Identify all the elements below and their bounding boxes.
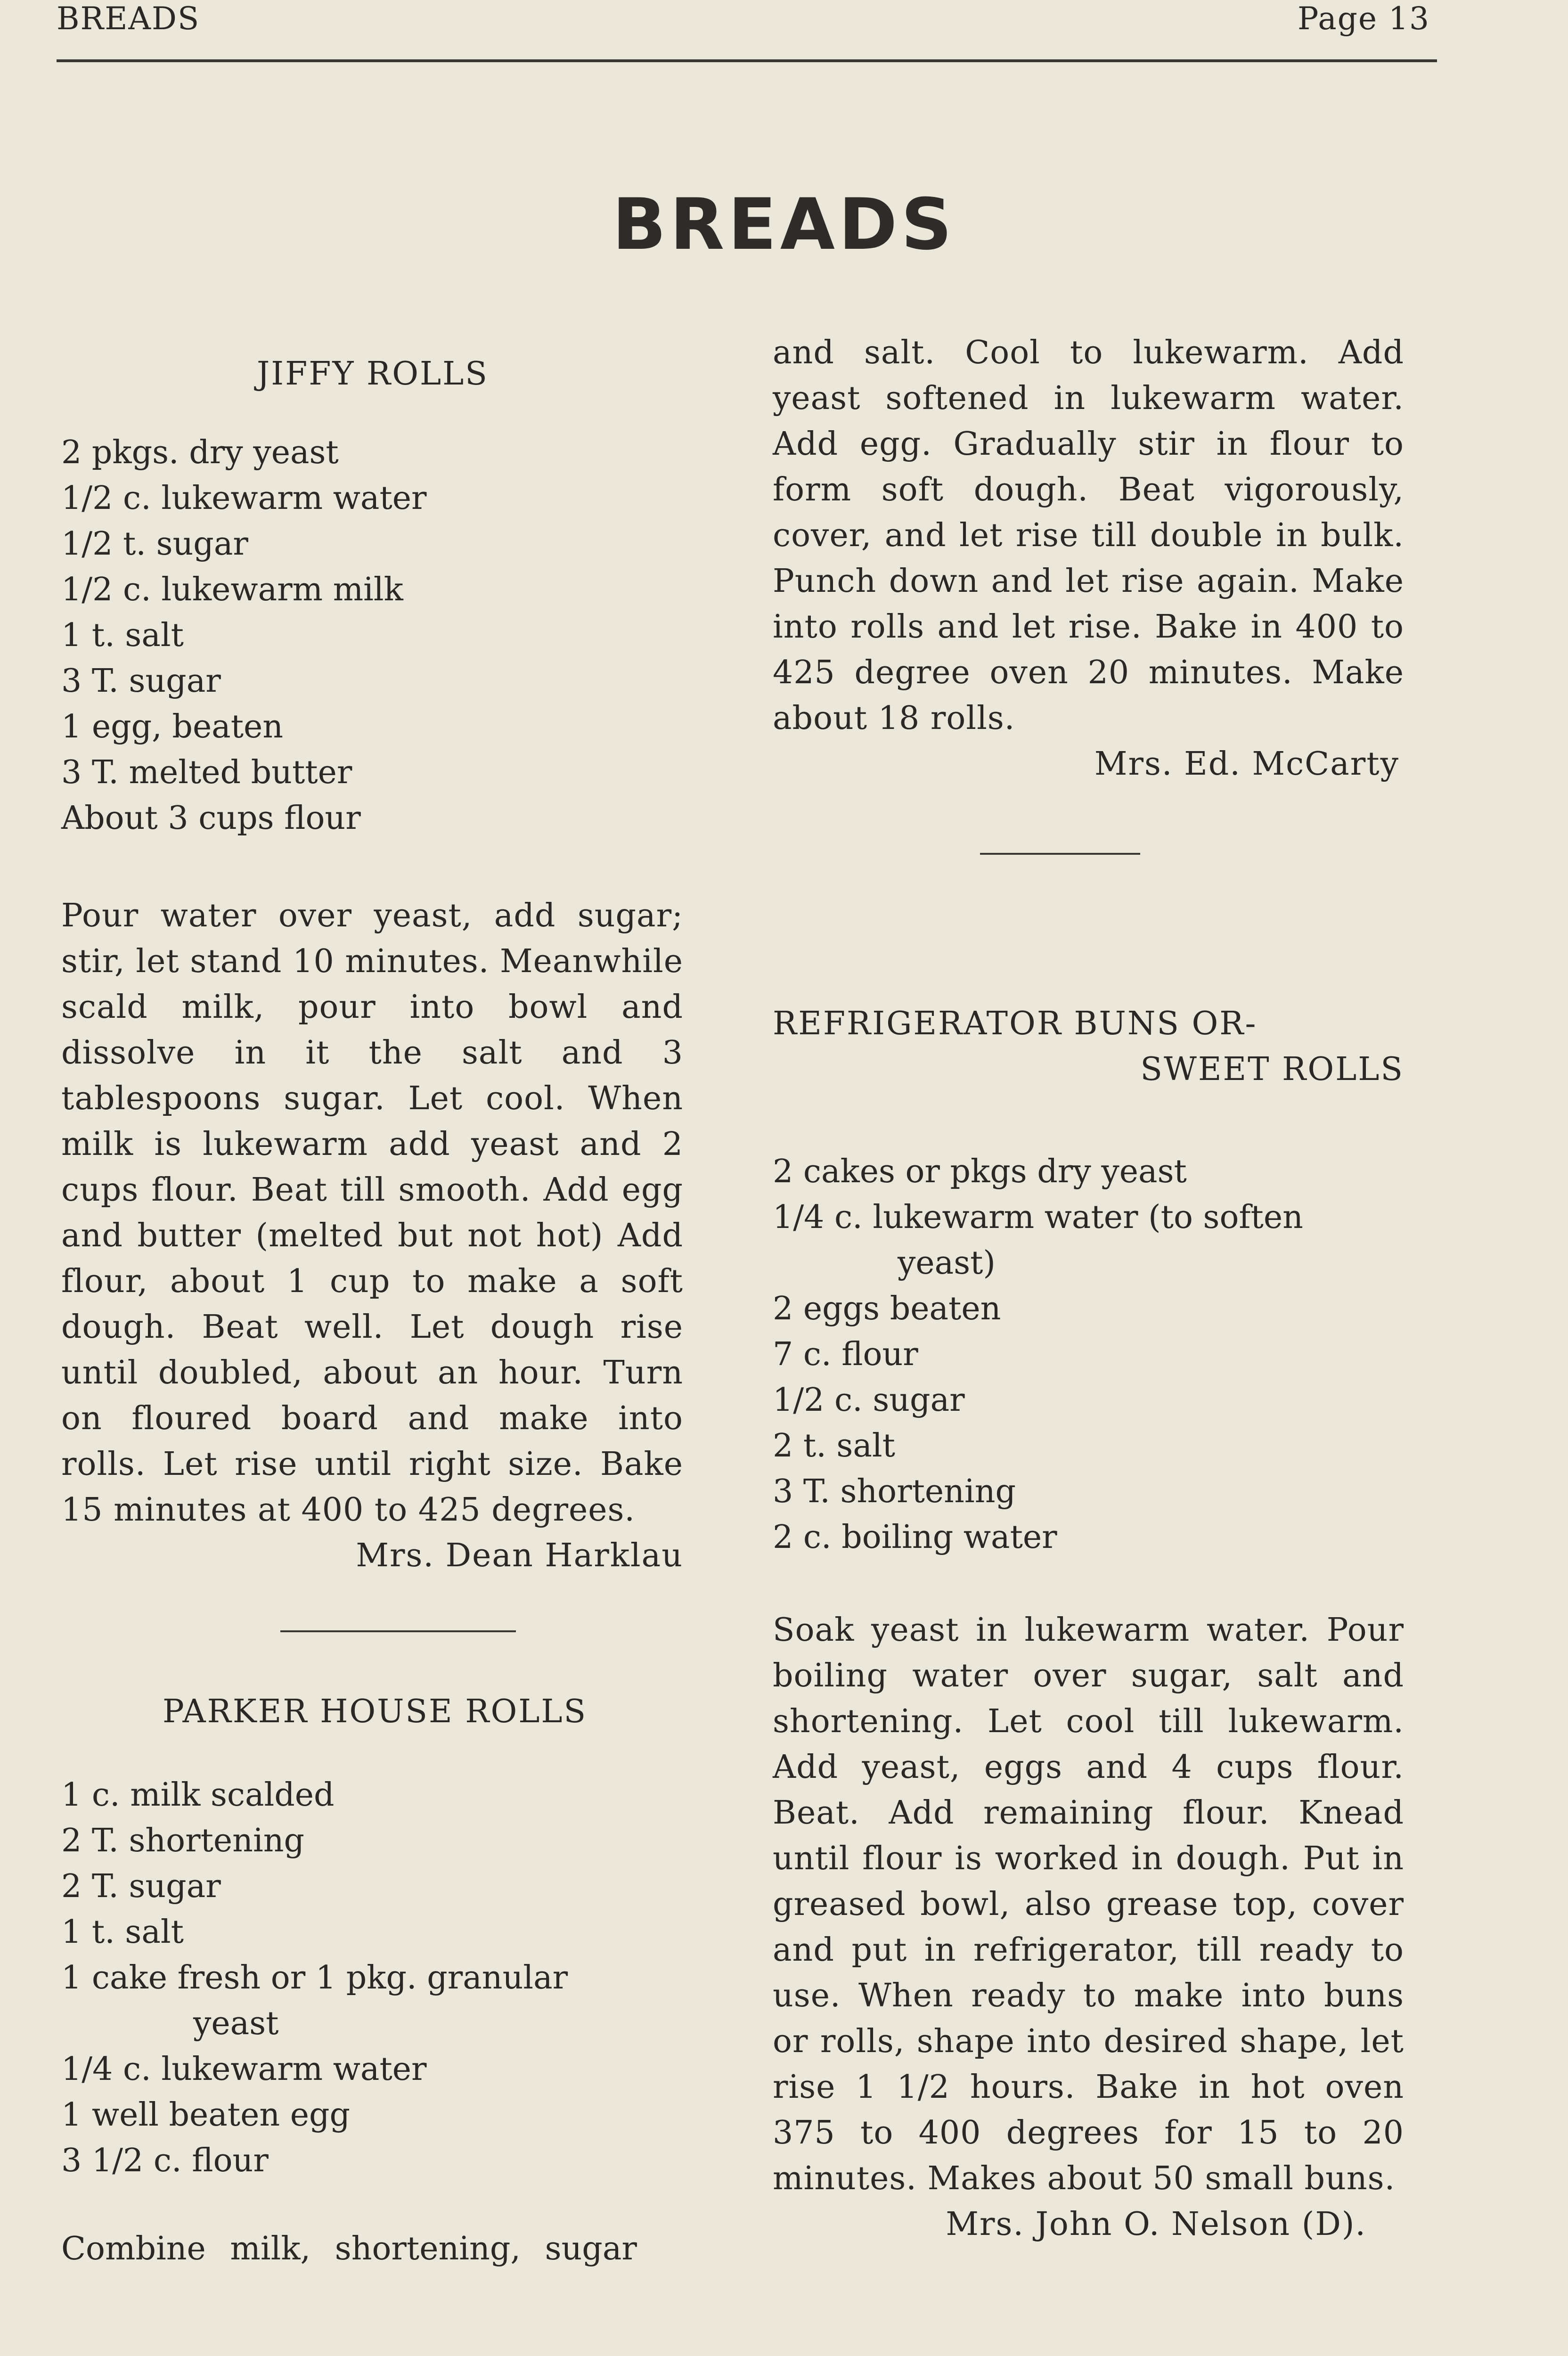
page-number: Page 13 — [1297, 0, 1430, 37]
ingredient-line: 2 T. sugar — [61, 1868, 221, 1905]
parker-house-rolls-title: PARKER HOUSE ROLLS — [163, 1693, 588, 1730]
ingredient-line: 1 c. milk scalded — [61, 1776, 335, 1814]
ingredient-line: 1 t. salt — [61, 1914, 184, 1951]
ingredient-line: 2 pkgs. dry yeast — [61, 434, 339, 471]
ingredient-line: 3 1/2 c. flour — [61, 2142, 269, 2179]
parker-house-rolls-ingredients — [61, 1772, 683, 2184]
ingredient-line: 3 T. sugar — [61, 663, 221, 700]
ingredient-line: 2 eggs beaten — [773, 1290, 1001, 1327]
running-head — [57, 0, 1430, 42]
ingredient-line: 1 well beaten egg — [61, 2096, 351, 2134]
ingredient-line: About 3 cups flour — [61, 800, 361, 837]
parker-house-rolls-directions-start: Combine milk, shortening, sugar — [61, 2230, 637, 2267]
refrigerator-buns-directions: Soak yeast in lukewarm water. Pour boiling water over sugar, salt and shortening. Let cool till lukewarm. Add yeast, eggs and 4 cups flour. Beat. Add remaining flour. Knead until flour is worked in dough. Put in greased bowl, also grease top, cover and put in refrigerator, till ready to use. When ready to make into buns or rolls, shape into desired shape, let rise 1 1/2 hours. Bake in hot oven 375 to 400 degrees for 15 to 20 minutes. Makes about 50 small buns. — [773, 1612, 1404, 2197]
refrigerator-buns-author: Mrs. John O. Nelson (D). — [946, 2206, 1366, 2243]
header-rule — [57, 59, 1437, 62]
ingredient-line: yeast — [193, 2005, 279, 2042]
ingredient-line: 1 cake fresh or 1 pkg. granular — [61, 1959, 568, 1996]
page-title: BREADS — [612, 184, 956, 266]
ingredient-line: 1 egg, beaten — [61, 708, 284, 745]
parker-house-rolls-author: Mrs. Ed. McCarty — [1094, 745, 1399, 783]
ingredient-line: 1/2 c. lukewarm milk — [61, 571, 403, 608]
jiffy-rolls-ingredients — [61, 430, 683, 841]
ingredient-line: 2 c. boiling water — [773, 1519, 1057, 1556]
ingredient-line: 7 c. flour — [773, 1336, 918, 1373]
refrigerator-buns-title-line-2: SWEET ROLLS — [1140, 1051, 1404, 1088]
ingredient-line: 1/4 c. lukewarm water (to soften — [773, 1199, 1303, 1236]
ingredient-line: yeast) — [898, 1244, 996, 1282]
refrigerator-buns-ingredients — [773, 1149, 1404, 1560]
ingredient-line: 1/2 t. sugar — [61, 525, 248, 563]
jiffy-rolls-directions: Pour water over yeast, add sugar; stir, let stand 10 minutes. Meanwhile scald milk, pour into bowl and dissolve in it the salt and 3 tablespoons sugar. Let cool. When milk is lukewarm add yeast and 2 cups flour. Beat till smooth. Add egg and butter (melted but not hot) Add flour, about 1 cup to make a soft dough. Beat well. Let dough rise until doubled, about an hour. Turn on floured board and make into rolls. Let rise until right size. Bake 15 minutes at 400 to 425 degrees. — [61, 897, 683, 1529]
ingredient-line: 2 T. shortening — [61, 1822, 305, 1859]
jiffy-rolls-author: Mrs. Dean Harklau — [356, 1537, 683, 1574]
ingredient-line: 1 t. salt — [61, 617, 184, 654]
ingredient-line: 1/2 c. sugar — [773, 1382, 965, 1419]
ingredient-line: 3 T. melted butter — [61, 754, 352, 791]
ingredient-line: 1/4 c. lukewarm water — [61, 2051, 427, 2088]
jiffy-rolls-title: JIFFY ROLLS — [257, 355, 489, 393]
ingredient-line: 2 cakes or pkgs dry yeast — [773, 1153, 1187, 1190]
left-column — [61, 351, 683, 2272]
refrigerator-buns-title-line-1: REFRIGERATOR BUNS OR- — [773, 1005, 1258, 1042]
ingredient-line: 1/2 c. lukewarm water — [61, 480, 427, 517]
ingredient-line: 3 T. shortening — [773, 1473, 1016, 1510]
right-column — [773, 330, 1404, 2247]
parker-house-rolls-directions-continued: and salt. Cool to lukewarm. Add yeast softened in lukewarm water. Add egg. Gradually stir in flour to form soft dough. Beat vigorously, cover, and let rise till double in bulk. Punch down and let rise again. Make into rolls and let rise. Bake in 400 to 425 degree oven 20 minutes. Make about 18 rolls. — [773, 334, 1404, 737]
ingredient-line: 2 t. salt — [773, 1427, 895, 1464]
running-head-section: BREADS — [57, 0, 200, 37]
